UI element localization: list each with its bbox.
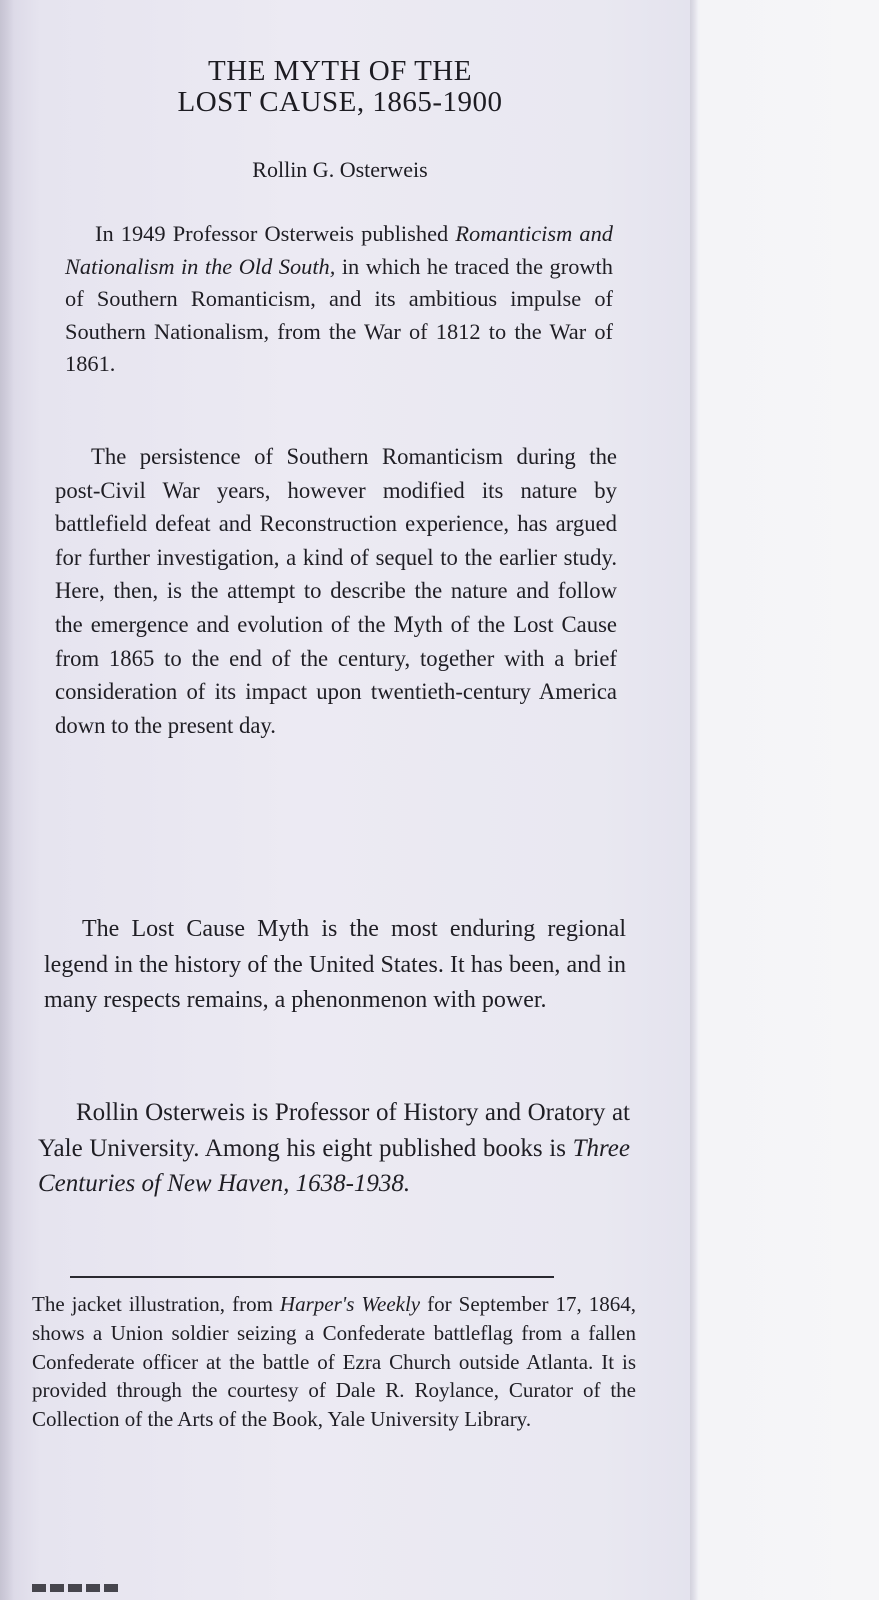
paragraph-persistence: The persistence of Southern Romanticism during the post-Civil War years, however modified its nature by battlefield defeat and Reconstruction experience, has argued for further investigation, a kind of sequel to the earlier study. Here, then, is the attempt to describe the nature and follow the emergence and evolution of the Myth of the Lost Cause from 1865 to the end of the century, together with a brief consideration of its impact upon twentieth-century America down to the present day. [55,444,617,738]
divider-rule [70,1276,554,1278]
author-bio-text: Rollin Osterweis is Professor of History and Oratory at Yale University. Among his eight published books is [38,1099,630,1162]
paragraph-myth: The Lost Cause Myth is the most enduring regional legend in the history of the United States. It has been, and in many respects remains, a phenonmenon with power. [44,916,626,1013]
book-title [120,56,560,118]
earlier-book-title: Romanticism and Nationalism in the Old South, [65,221,613,279]
other-book-title: Three Centuries of New Haven, 1638-1938. [38,1134,630,1198]
author-name: Rollin G. Osterweis [252,157,428,182]
flap-edge-shadow [690,0,698,1600]
title-line-1: THE MYTH OF THE [208,55,472,87]
jacket-illustration-caption [32,1290,636,1434]
title-line-2: LOST CAUSE, 1865-1900 [177,86,503,118]
caption-text-c: for September 17, 1864, shows a Union soldier seizing a Confederate battleflag from a fallen Confederate officer at the battle of Ezra Church outside Atlanta. It is provided through the courtesy of Dale R. Roylance, Curator of the Collection of the Arts of the Book, Yale University Library. [32,1292,636,1432]
cropped-text-fragment [32,1584,122,1592]
paragraph-author-bio [38,1095,630,1202]
caption-text-a: The jacket illustration, from [32,1292,280,1316]
magazine-title: Harper's Weekly [279,1292,421,1316]
page-edge-shadow [0,0,14,1600]
paragraph-intro-text-c: in which he traced the growth of Southern Romanticism, and its ambitious impulse of Southern Nationalism, from the War of 1812 to the War of 1861. [65,253,613,377]
paragraph-intro [65,218,613,381]
jacket-flap [30,0,670,1600]
paragraph-intro-text-a: In 1949 Professor Osterweis published [95,221,456,246]
